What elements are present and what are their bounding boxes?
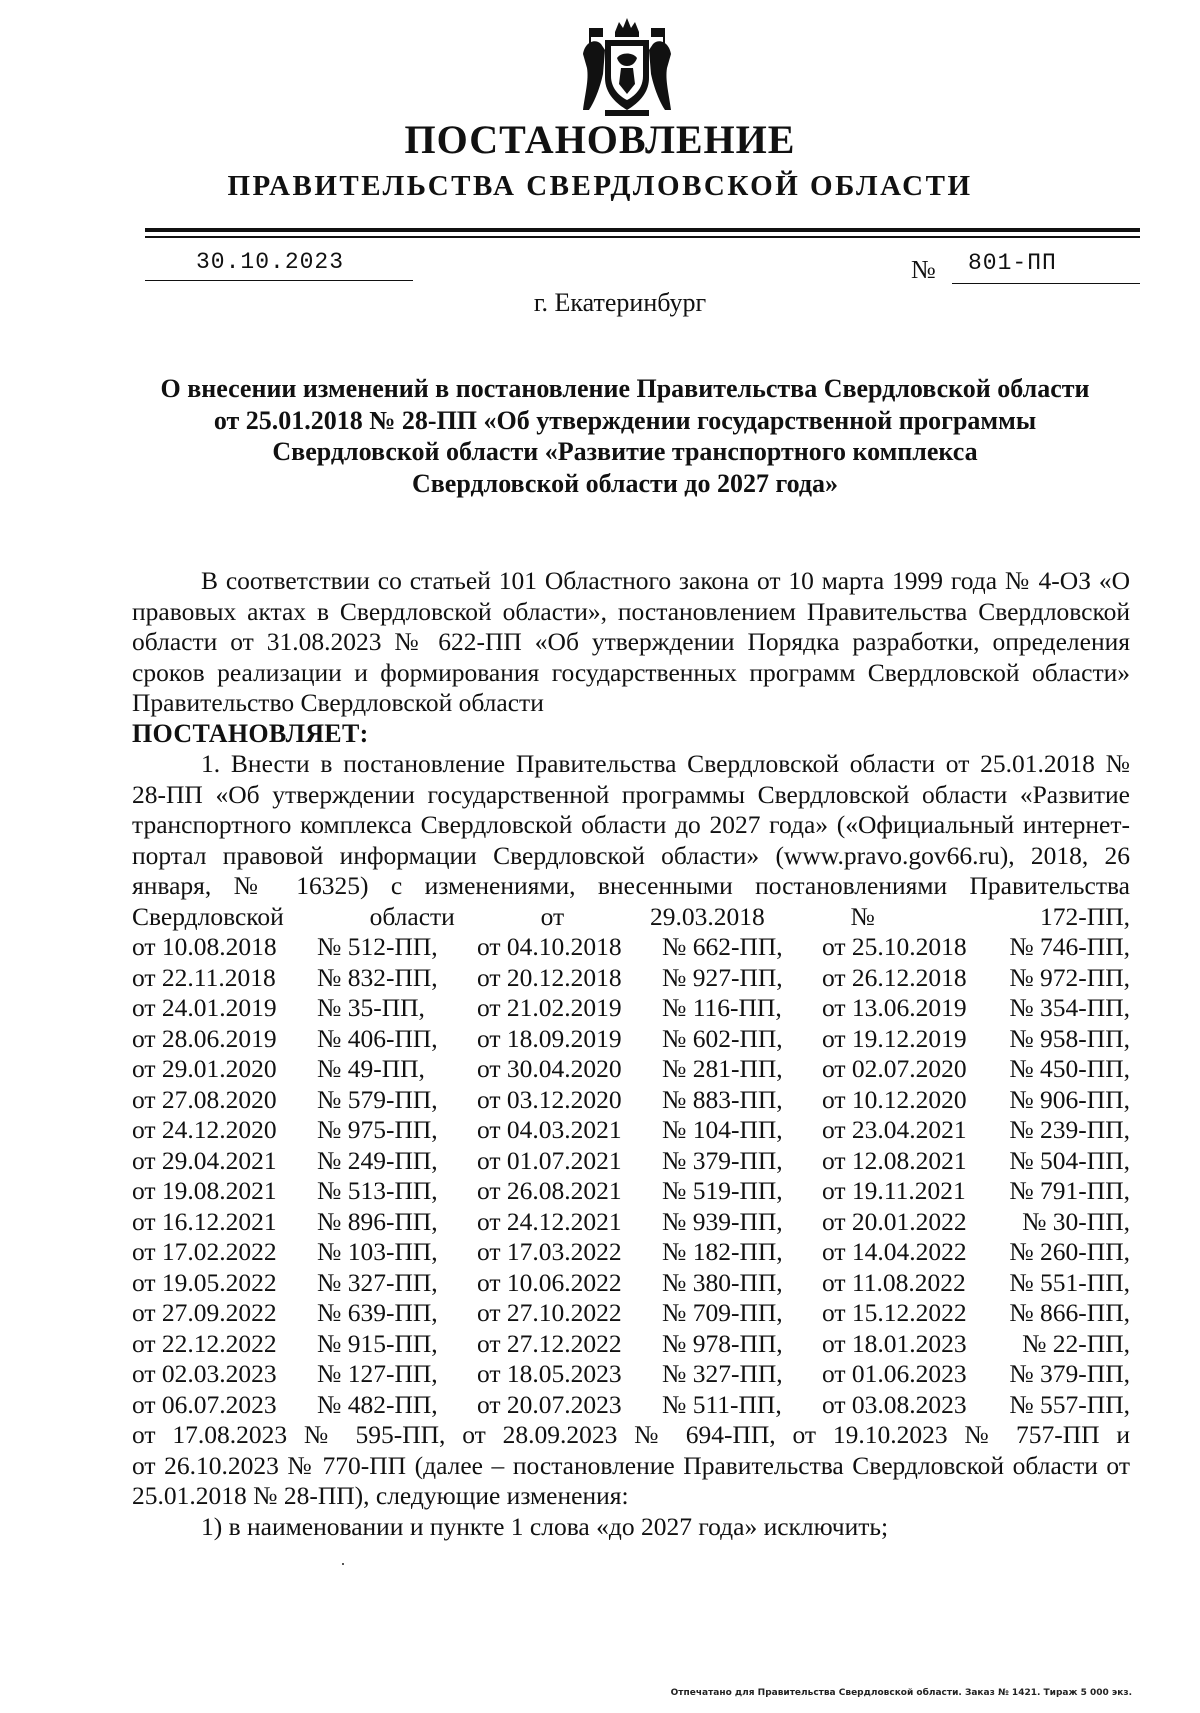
amendment-row — [132, 1054, 1130, 1085]
amendment-number: № 746-ПП, — [1009, 932, 1130, 961]
amendment-date: от 03.08.2023 — [822, 1389, 967, 1419]
amendment-number: № 22-ПП, — [1022, 1328, 1130, 1358]
heading-line: Свердловской области до 2027 года» — [411, 468, 839, 498]
amendment-date: от 27.12.2022 — [477, 1328, 622, 1358]
amendment-row — [132, 1115, 1130, 1146]
amendment-date: от 24.12.2020 — [132, 1115, 277, 1144]
amendment-number: № 958-ПП, — [1009, 1023, 1130, 1053]
subitem-1: 1) в наименовании и пункте 1 слова «до 2027 года» исключить; — [201, 1511, 889, 1541]
number-sign: № — [911, 255, 936, 284]
amendment-date: от 17.03.2022 — [477, 1237, 622, 1266]
amendment-date: от 29.04.2021 — [132, 1145, 277, 1175]
amendment-row — [132, 932, 1130, 963]
amendment-number: № 327-ПП, — [317, 1267, 438, 1297]
amendment-number: № 602-ПП, — [662, 1023, 783, 1053]
amendment-date: от 20.12.2018 — [477, 962, 622, 992]
amendment-date: от 27.08.2020 — [132, 1084, 277, 1114]
amendment-date: от 01.07.2021 — [477, 1145, 622, 1175]
amendment-number: № 791-ПП, — [1009, 1176, 1130, 1205]
item-1-intro: 1. Внести в постановление Правительства Свердловской области от 25.01.2018 № 28-ПП «Об утверждении государственной программы Свердловской области «Развитие транспортного комплекса Свердловской области до 2027 года» («Официальный интернет-портал правовой информации Свердловской области» (www.pravo.gov66.ru), 2018, 26 января, № 16325) с изменениями, внесенными постановлениями Правительства Свердловской области от 29.03.2018 № 172-ПП, — [132, 749, 1130, 931]
amendment-date: от 28.06.2019 — [132, 1023, 277, 1053]
amendment-date: от 27.10.2022 — [477, 1298, 622, 1327]
amendment-number: № 579-ПП, — [317, 1084, 438, 1114]
heading-line: О внесении изменений в постановление Правительства Свердловской области — [160, 374, 1090, 403]
amendment-number: № 866-ПП, — [1009, 1298, 1130, 1327]
amendment-number: № 557-ПП, — [1009, 1389, 1130, 1419]
amendment-date: от 14.04.2022 — [822, 1237, 967, 1266]
amendment-number: № 551-ПП, — [1009, 1267, 1130, 1297]
amendment-number: № 260-ПП, — [1009, 1237, 1130, 1266]
amendment-number: № 896-ПП, — [317, 1206, 438, 1236]
amendment-date: от 24.01.2019 — [132, 993, 277, 1022]
amendment-row — [132, 1176, 1130, 1207]
amendment-date: от 11.08.2022 — [822, 1267, 966, 1297]
amendments-list — [132, 932, 1130, 1420]
amendment-number: № 406-ПП, — [317, 1023, 438, 1053]
amendment-date: от 19.08.2021 — [132, 1176, 277, 1205]
amendment-date: от 25.10.2018 — [822, 932, 967, 961]
amendment-number: № 249-ПП, — [317, 1145, 438, 1175]
scan-speck — [342, 1563, 344, 1565]
amendment-date: от 17.02.2022 — [132, 1237, 277, 1266]
amendment-date: от 26.12.2018 — [822, 962, 967, 992]
amendment-number: № 915-ПП, — [317, 1328, 438, 1358]
amendment-date: от 04.03.2021 — [477, 1115, 622, 1144]
amendment-number: № 832-ПП, — [317, 962, 438, 992]
amendment-date: от 30.04.2020 — [477, 1054, 622, 1083]
amendment-date: от 02.07.2020 — [822, 1054, 967, 1083]
amendment-row — [132, 1146, 1130, 1177]
amendment-date: от 29.01.2020 — [132, 1054, 277, 1083]
amendment-date: от 26.08.2021 — [477, 1176, 622, 1205]
amendment-number: № 883-ПП, — [662, 1084, 783, 1114]
amendment-row — [132, 1359, 1130, 1390]
amendment-number: № 327-ПП, — [662, 1359, 783, 1388]
amendment-number: № 182-ПП, — [662, 1237, 783, 1266]
amendment-number: № 511-ПП, — [662, 1389, 782, 1419]
amendment-number: № 519-ПП, — [662, 1176, 783, 1205]
amendment-date: от 02.03.2023 — [132, 1359, 277, 1388]
number-underline — [952, 283, 1140, 284]
amendment-date: от 20.01.2022 — [822, 1206, 967, 1236]
amendment-number: № 639-ПП, — [317, 1298, 438, 1327]
amendment-row — [132, 1024, 1130, 1055]
heading-line: Свердловской области «Развитие транспортного комплекса — [272, 437, 978, 466]
amendment-number: № 504-ПП, — [1009, 1145, 1130, 1175]
amendment-number: № 939-ПП, — [662, 1206, 783, 1236]
amendment-date: от 22.12.2022 — [132, 1328, 277, 1358]
amendment-number: № 512-ПП, — [317, 932, 438, 961]
amendment-number: № 379-ПП, — [662, 1145, 783, 1175]
amendment-date: от 01.06.2023 — [822, 1359, 967, 1388]
amendment-number: № 35-ПП, — [317, 993, 425, 1022]
amendment-number: № 354-ПП, — [1009, 993, 1130, 1022]
amendment-row — [132, 963, 1130, 994]
amendment-date: от 22.11.2018 — [132, 962, 276, 992]
amendment-date: от 18.09.2019 — [477, 1023, 622, 1053]
document-date: 30.10.2023 — [196, 249, 345, 275]
amendment-number: № 662-ПП, — [662, 932, 783, 961]
amendment-date: от 10.08.2018 — [132, 932, 277, 961]
document-body — [132, 566, 1130, 1542]
amendment-date: от 19.05.2022 — [132, 1267, 277, 1297]
amendment-row — [132, 1085, 1130, 1116]
city-name: г. Екатеринбург — [533, 288, 707, 317]
amendment-row — [132, 1390, 1130, 1421]
amendment-date: от 19.11.2021 — [822, 1176, 966, 1205]
amendment-number: № 978-ПП, — [662, 1328, 783, 1358]
header-divider-thick — [145, 228, 1140, 232]
amendment-row — [132, 1268, 1130, 1299]
amendment-date: от 06.07.2023 — [132, 1389, 277, 1419]
amendment-date: от 20.07.2023 — [477, 1389, 622, 1419]
amendment-date: от 10.06.2022 — [477, 1267, 622, 1297]
amendment-number: № 380-ПП, — [662, 1267, 783, 1297]
resolve-word: ПОСТАНОВЛЯЕТ: — [132, 718, 369, 748]
amendment-number: № 103-ПП, — [317, 1237, 438, 1266]
amendment-date: от 23.04.2021 — [822, 1115, 967, 1144]
amendment-number: № 116-ПП, — [662, 993, 782, 1022]
amendment-number: № 281-ПП, — [662, 1054, 783, 1083]
amendment-number: № 482-ПП, — [317, 1389, 438, 1419]
amendment-date: от 12.08.2021 — [822, 1145, 967, 1175]
sverdlovsk-coat-of-arms-icon — [575, 14, 679, 118]
issuer-title: ПРАВИТЕЛЬСТВА СВЕРДЛОВСКОЙ ОБЛАСТИ — [227, 170, 973, 202]
amendment-date: от 15.12.2022 — [822, 1298, 967, 1327]
amendment-row — [132, 993, 1130, 1024]
amendment-number: № 49-ПП, — [317, 1054, 425, 1083]
amendment-date: от 03.12.2020 — [477, 1084, 622, 1114]
amendment-number: № 975-ПП, — [317, 1115, 438, 1144]
amendment-number: № 127-ПП, — [317, 1359, 438, 1388]
amendment-row — [132, 1207, 1130, 1238]
amendment-date: от 18.01.2023 — [822, 1328, 967, 1358]
amendment-date: от 19.12.2019 — [822, 1023, 967, 1053]
amendment-number: № 379-ПП, — [1009, 1359, 1130, 1388]
document-heading — [130, 373, 1120, 499]
amendment-number: № 239-ПП, — [1009, 1115, 1130, 1144]
amendment-date: от 24.12.2021 — [477, 1206, 622, 1236]
date-underline — [145, 280, 413, 281]
amendment-date: от 13.06.2019 — [822, 993, 967, 1022]
amendment-number: № 104-ПП, — [662, 1115, 783, 1144]
amendment-number: № 927-ПП, — [662, 962, 783, 992]
amendment-date: от 18.05.2023 — [477, 1359, 622, 1388]
amendment-number: № 709-ПП, — [662, 1298, 783, 1327]
amendment-date: от 10.12.2020 — [822, 1084, 967, 1114]
amendment-date: от 27.09.2022 — [132, 1298, 277, 1327]
document-type-title: ПОСТАНОВЛЕНИЕ — [404, 117, 796, 162]
header-divider-thin — [145, 236, 1140, 238]
amendment-number: № 30-ПП, — [1022, 1206, 1130, 1236]
amendment-row — [132, 1237, 1130, 1268]
heading-line: от 25.01.2018 № 28-ПП «Об утверждении государственной программы — [213, 405, 1037, 435]
amendment-date: от 21.02.2019 — [477, 993, 622, 1022]
amendment-number: № 972-ПП, — [1009, 962, 1130, 992]
print-imprint: Отпечатано для Правительства Свердловской области. Заказ № 1421. Тираж 5 000 экз. — [670, 1688, 1132, 1698]
document-number: 801-ПП — [968, 250, 1057, 276]
amendment-date: от 16.12.2021 — [132, 1206, 277, 1236]
amendment-date: от 04.10.2018 — [477, 932, 622, 961]
item-1-tail: от 26.10.2023 № 770-ПП (далее – постановление Правительства Свердловской области от 25.01.2018 № 28-ПП), следующие изменения: — [132, 1450, 1130, 1510]
amendments-last-line: от 17.08.2023 № 595-ПП, от 28.09.2023 № 694-ПП, от 19.10.2023 № 757-ПП и — [132, 1420, 1130, 1449]
amendment-number: № 906-ПП, — [1009, 1084, 1130, 1114]
preamble-paragraph: В соответствии со статьей 101 Областного закона от 10 марта 1999 года № 4-ОЗ «О правовых актах в Свердловской области», постановлением Правительства Свердловской области от 31.08.2023 № 622-ПП «Об утверждении Порядка разработки, определения сроков реализации и формирования государственных программ Свердловской области» Правительство Свердловской области — [132, 566, 1130, 717]
amendment-row — [132, 1298, 1130, 1329]
amendment-number: № 513-ПП, — [317, 1176, 438, 1205]
amendment-number: № 450-ПП, — [1009, 1054, 1130, 1083]
amendment-row — [132, 1329, 1130, 1360]
